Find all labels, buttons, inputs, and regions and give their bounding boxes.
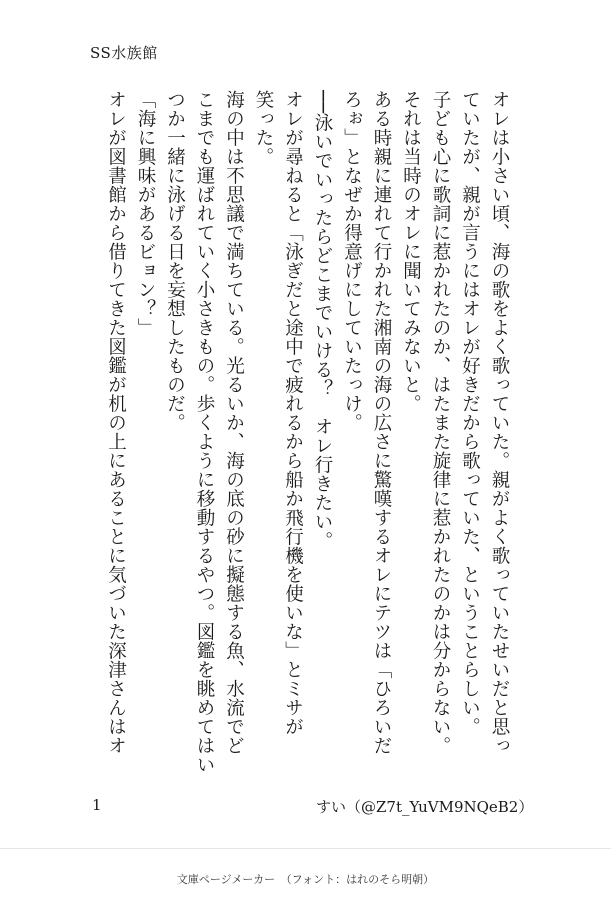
text-line: オレが図書館から借りてきた図鑑が机の上にあることに気づいた深津さんはオ (105, 90, 127, 755)
author-credit: すい（@Z7t_YuVM9NQeB2） (316, 798, 534, 816)
text-line: 笑った。 (253, 90, 274, 166)
text-line: それは当時のオレに聞いてみないと。 (400, 90, 422, 413)
text-line: オレは小さい頃、海の歌をよく歌っていた。親がよく歌っていたせいだと思っ (489, 90, 510, 755)
text-line: つか一緒に泳げる日を妄想したものだ。 (164, 90, 186, 432)
vertical-body-text (88, 90, 514, 790)
text-line: 子ども心に歌詞に惹かれたのか、はたまた旋律に惹かれたのかは分からない。 (430, 90, 451, 755)
text-line: 海の中は不思議で満ちている。光るいか、海の底の砂に擬態する魚、水流でど (223, 90, 245, 755)
page-number: 1 (92, 796, 102, 814)
book-title: SS水族館 (90, 44, 158, 62)
text-line: オレが尋ねると「泳ぎだと途中で疲れるから船か飛行機を使いな」とミサが (282, 90, 304, 736)
text-line: ろぉ」となぜか得意げにしていたっけ。 (341, 90, 363, 432)
footer-bar (0, 848, 611, 901)
text-line: ていたが、親が言うにはオレが好きだから歌っていた、ということらしい。 (459, 90, 481, 736)
text-line: ある時親に連れて行かれた湘南の海の広さに驚嘆するオレにテツは「ひろいだ (371, 90, 392, 755)
text-line: こまでも運ばれていく小さきもの。歩くように移動するやつ。図鑑を眺めてはい (194, 90, 215, 774)
generator-credit: 文庫ページメーカー （フォント：はれのそら明朝） (176, 873, 435, 886)
text-line: ──泳いでいったらどこまでいける？ オレ行きたい。 (312, 90, 333, 551)
text-line: 「海に興味があるビョン？」 (135, 90, 156, 337)
